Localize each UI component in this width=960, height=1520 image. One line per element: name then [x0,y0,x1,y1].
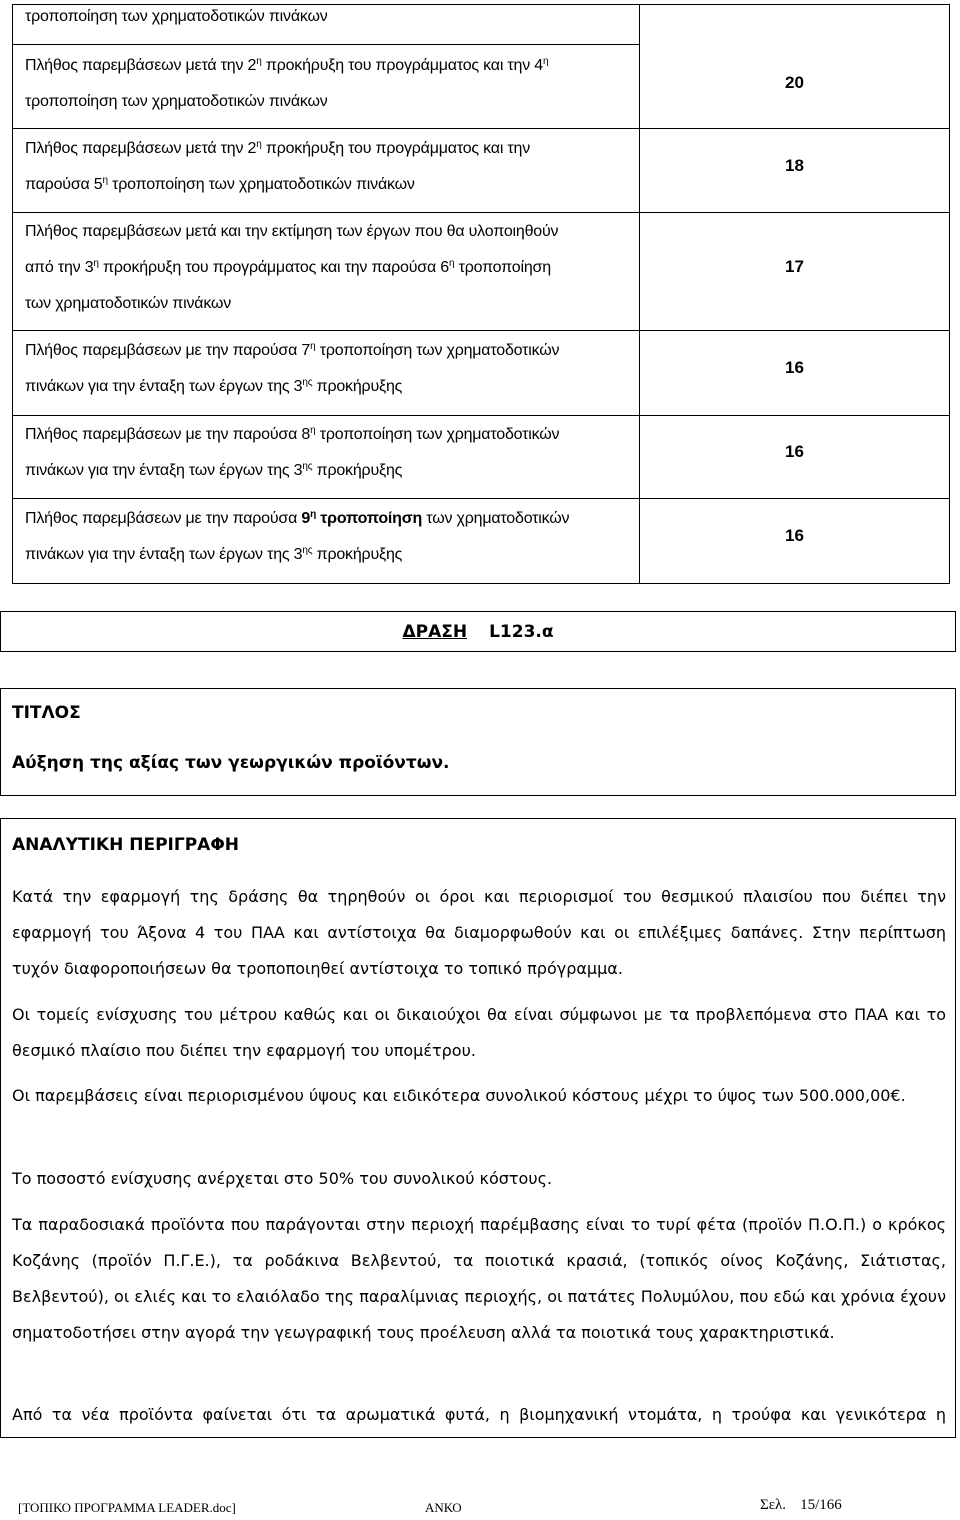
table-row-2-value: 18 [785,156,804,175]
table-row-0-text: τροποποίηση των χρηματοδοτικών πινάκων [25,8,328,25]
footer-filename: [ΤΟΠΙΚΟ ΠΡΟΓΡΑΜΜΑ LEADER.doc] [18,1500,236,1515]
table-row-divider [13,44,639,45]
table-row-6-value: 16 [785,526,804,545]
table-row-1-text: Πλήθος παρεμβάσεων μετά την $2^\eta$ προκήρυξη του προγράμματος και την $4^\eta$ τροποποίηση των χρηματοδοτικών πινάκων [25,56,549,110]
table-row-divider [13,128,949,129]
table-row-1-value: 20 [785,73,804,92]
description-paragraph-4: Το ποσοστό ενίσχυσης ανέρχεται στο 50% του συνολικού κόστους. [12,1169,553,1188]
title-label: ΤΙΤΛΟΣ [12,703,81,723]
description-box [0,818,956,1438]
description-paragraph-1: Κατά την εφαρμογή της δράσης θα τηρηθούν οι όροι και περιορισμοί του θεσμικού πλαισίου που διέπει την εφαρμογή του Άξονα 4 του ΠΑΑ και αντίστοιχα θα διαμορφωθούν και οι επιλέξιμες δαπάνες. Στην περίπτωση τυχόν διαφοροποιήσεων θα τροποποιηθεί αντίστοιχα το τοπικό πρόγραμμα. [12,887,946,978]
table-row-3-value: 17 [785,257,804,276]
table-row-divider [13,415,949,416]
table-row-divider [13,498,949,499]
title-value: Αύξηση της αξίας των γεωργικών προϊόντων. [12,753,450,773]
action-code: L123.α [489,622,554,642]
table-row-divider [13,212,949,213]
description-paragraph-3: Οι παρεμβάσεις είναι περιορισμένου ύψους και ειδικότερα συνολικού κόστους μέχρι το ύψος των 500.000,00€. [12,1086,906,1105]
title-box [0,688,956,796]
table-row-5-value: 16 [785,442,804,461]
footer-page-number: Σελ. 15/166 [760,1497,842,1513]
table-row-5-text: Πλήθος παρεμβάσεων με την παρούσα $8^\eta$ τροποποίηση των χρηματοδοτικών πινάκων για την ένταξη των έργων της $3^{\eta\varsigma}$ προκήρυξης [25,425,560,479]
table-row-4-text: Πλήθος παρεμβάσεων με την παρούσα $7^\eta$ τροποποίηση των χρηματοδοτικών πινάκων για την ένταξη των έργων της $3^{\eta\varsigma}$ προκήρυξης [25,341,560,395]
action-label: ΔΡΑΣΗ [402,622,468,642]
description-paragraph-5: Τα παραδοσιακά προϊόντα που παράγονται στην περιοχή παρέμβασης είναι το τυρί φέτα (προϊόν Π.Ο.Π.) ο κρόκος Κοζάνης (προϊόν Π.Γ.Ε.), τα ροδάκινα Βελβεντού, τα ποιοτικά κρασιά, (τοπικός οίνος Κοζάνης, Σιάτιστας, Βελβεντού), οι ελιές και το ελαιόλαδο της παραλίμνιας περιοχής, οι πατάτες Πολυμύλου, που εδώ και χρόνια έχουν σηματοδοτήσει στην αγορά την γεωγραφική τους προέλευση αλλά τα ποιοτικά τους χαρακτηριστικά. [12,1215,946,1342]
table-row-6-text: Πλήθος παρεμβάσεων με την παρούσα $9^\eta$ τροποποίηση των χρηματοδοτικών πινάκων για την ένταξη των έργων της $3^{\eta\varsigma}$ προκήρυξης [25,509,570,563]
table-row-4-value: 16 [785,358,804,377]
table-row-divider [13,330,949,331]
description-paragraph-2: Οι τομείς ενίσχυσης του μέτρου καθώς και οι δικαιούχοι θα είναι σύμφωνοι με τα προβλεπόμενα στο ΠΑΑ και το θεσμικό πλαίσιο που διέπει την εφαρμογή του υπομέτρου. [12,1005,946,1060]
footer-organization: ΑΝΚΟ [425,1500,462,1515]
description-heading: ΑΝΑΛΥΤΙΚΗ ΠΕΡΙΓΡΑΦΗ [12,835,240,855]
page-footer [0,1497,960,1517]
description-paragraph-6: Από τα νέα προϊόντα φαίνεται ότι τα αρωματικά φυτά, η βιομηχανική ντομάτα, η τρούφα και γενικότερα η [12,1405,946,1424]
interventions-table [12,4,950,584]
table-row-2-text: Πλήθος παρεμβάσεων μετά την $2^\eta$ προκήρυξη του προγράμματος και την παρούσα $5^\eta$ τροποποίηση των χρηματοδοτικών πινάκων [25,139,531,193]
action-banner [0,611,956,652]
table-row-3-text: Πλήθος παρεμβάσεων μετά και την εκτίμηση των έργων που θα υλοποιηθούν από την $3^\eta$ προκήρυξη του προγράμματος και την παρούσα $6^\eta$ τροποποίηση των χρηματοδοτικών πινάκων [25,223,559,312]
